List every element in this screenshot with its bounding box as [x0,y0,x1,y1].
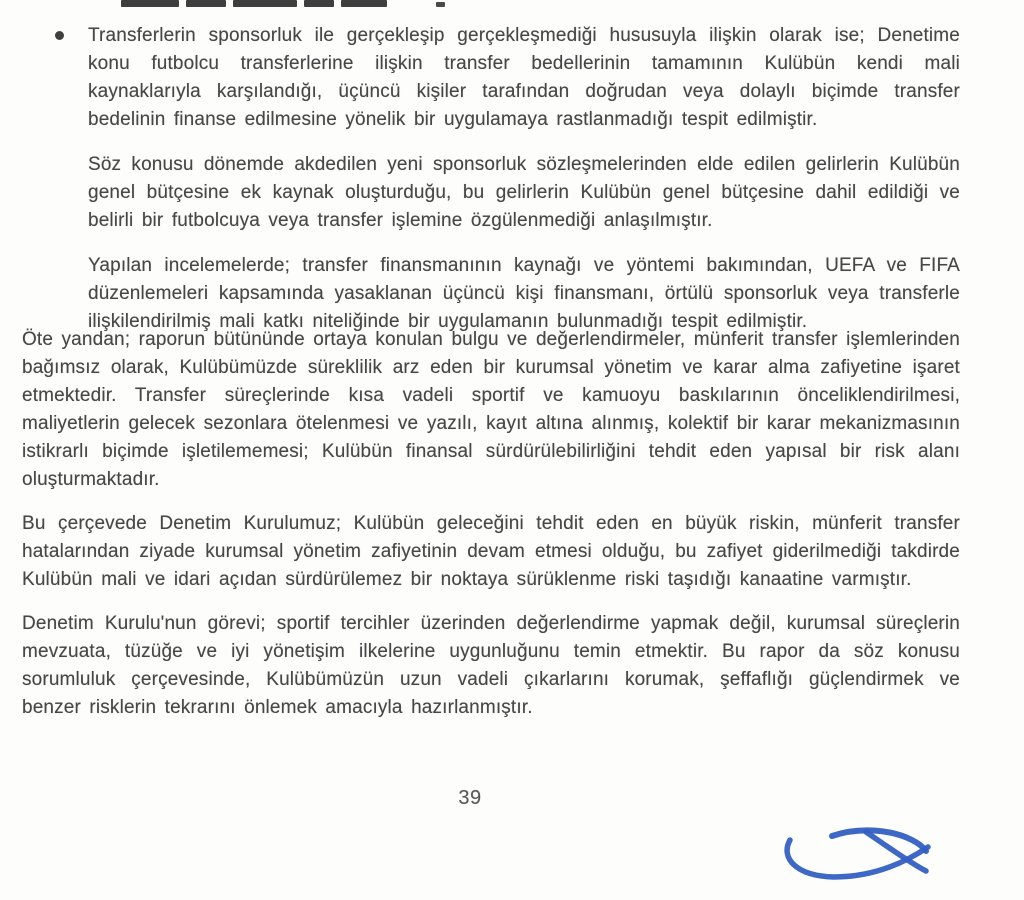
findings-section [88,22,960,353]
paragraph-text: Denetim Kurulu'nun görevi; sportif tercihler üzerinden değerlendirme yapmak değil, kurumsal süreçlerin mevzuata, tüzüğe ve iyi yönetişim ilkelerine uygunluğunu temin etmektir. Bu rapor da söz konusu sorumluluk çerçevesinde, Kulübümüzün uzun vadeli çıkarlarını korumak, şeffaflığı güçlendirmek ve benzer risklerin tekrarını önlemek amacıyla hazırlanmıştır. [22,613,960,718]
bullet-icon [55,31,64,40]
signature-ink [762,818,962,900]
paragraph-text: Transferlerin sponsorluk ile gerçekleşip gerçekleşmediği hususuyla ilişkin olarak ise; Denetime konu futbolcu transferlerine ilişkin transfer bedellerinin tamamının Kulübün kendi mali kaynaklarıyla karşılandığı, üçüncü kişiler tarafından doğrudan veya dolaylı biçimde transfer bedelinin finanse edilmesine yönelik bir uygulamaya rastlanmadığı tespit edilmiştir. [88,25,960,130]
page-number: 39 [458,787,482,809]
paragraph-governance-risk [22,326,960,494]
paragraph-uefa-fifa [88,252,960,336]
paragraph-text: Söz konusu dönemde akdedilen yeni sponsorluk sözleşmelerinden elde edilen gelirlerin Kulübün genel bütçesine ek kaynak oluşturduğu, bu gelirlerin Kulübün genel bütçesine dahil edildiği ve belirli bir futbolcuya veya transfer işlemine özgülenmediği anlaşılmıştır. [88,154,960,231]
paragraph-text: Öte yandan; raporun bütününde ortaya konulan bulgu ve değerlendirmeler, münferit transfer işlemlerinden bağımsız olarak, Kulübümüzde süreklilik arz eden bir kurumsal yönetim ve karar alma zafiyetine işaret etmektedir. Transfer süreçlerinde kısa vadeli sportif ve kamuoyu baskılarının önceliklendirilmesi, maliyetlerin gelecek sezonlara ötelenmesi ve yazılı, kayıt altına alınmış, kolektif bir karar mekanizmasının istikrarlı biçimde işletilememesi; Kulübün finansal sürdürülebilirliğini tehdit eden yapısal bir risk alanı oluşturmaktadır. [22,329,960,490]
clipped-line-top [121,0,393,7]
conclusion-section [22,326,960,738]
paragraph-bullet-transfers [88,22,960,134]
paragraph-text: Yapılan incelemelerde; transfer finansmanının kaynağı ve yöntemi bakımından, UEFA ve FIFA düzenlemeleri kapsamında yasaklanan üçüncü kişi finansmanı, örtülü sponsorluk veya transferle ilişkilendirilmiş mali katkı niteliğinde bir uygulamanın bulunmadığı tespit edilmiştir. [88,255,960,332]
paragraph-sponsorship-income [88,151,960,235]
paragraph-audit-board-duty [22,610,960,722]
clipped-line-top-fragment [436,2,445,7]
paragraph-text: Bu çerçevede Denetim Kurulumuz; Kulübün geleceğini tehdit eden en büyük riskin, münferit transfer hatalarından ziyade kurumsal yönetim zafiyetinin devam etmesi olduğu, bu zafiyet giderilmediği takdirde Kulübün mali ve idari açıdan sürdürülemez bir noktaya sürüklenme riski taşıdığı kanaatine varmıştır. [22,513,960,590]
paragraph-audit-board-opinion [22,510,960,594]
